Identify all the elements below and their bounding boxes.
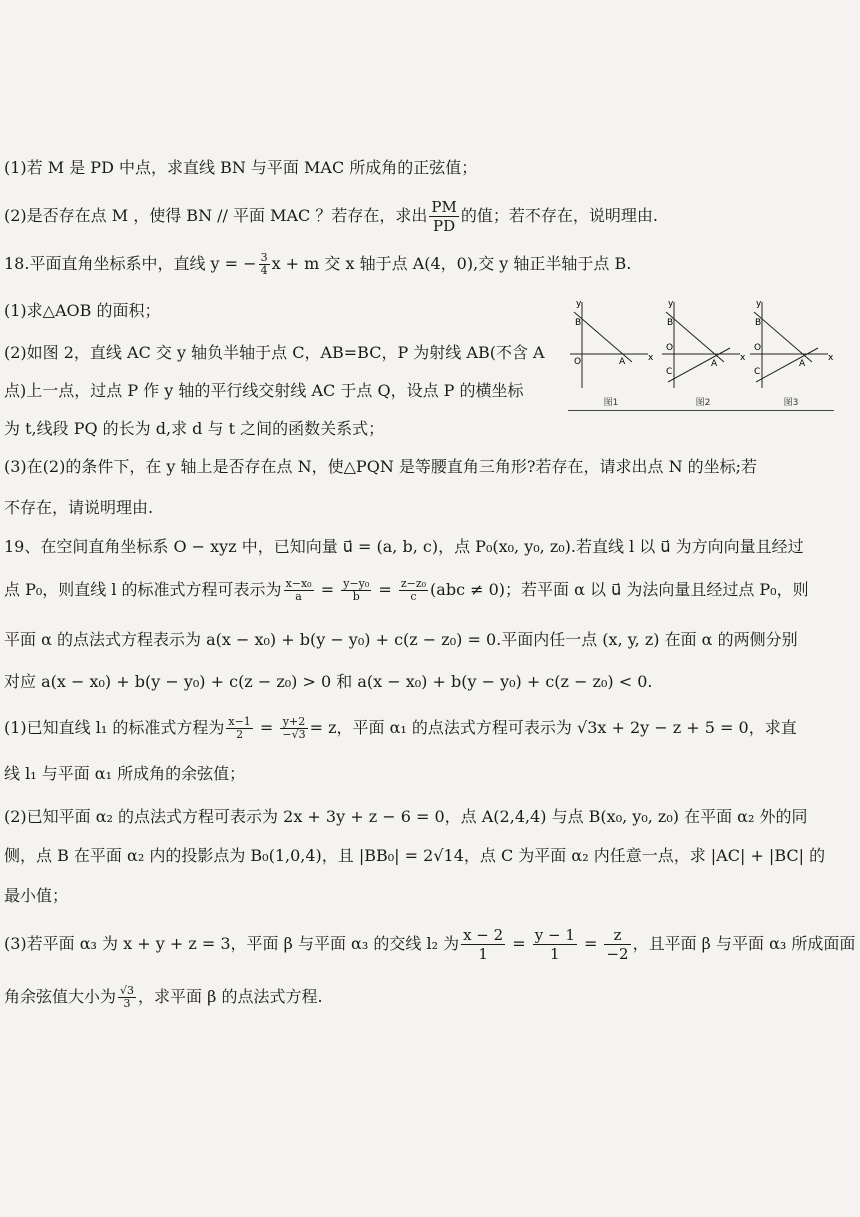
- q19-frac-y: [341, 578, 371, 603]
- fraction-denominator: a: [295, 590, 302, 603]
- q19-p3-frac-x: [461, 926, 505, 963]
- fraction-numerator: y+2: [280, 716, 307, 729]
- q18-part1: (1)求△AOB 的面积；: [4, 301, 161, 320]
- q19-part2-line1: (2)已知平面 α₂ 的点法式方程可表示为 2x + 3y + z − 6 = 0，点 A(2,4,4) 与点 B(x₀, y₀, z₀) 在平面 α₂ 外的同: [4, 807, 808, 826]
- q19-line3: 平面 α 的点法式方程表示为 a(x − x₀) + b(y − y₀) + c(z − z₀) = 0.平面内任一点 (x, y, z) 在面 α 的两侧分别: [4, 630, 798, 649]
- q19-part3-line2-post: ，求平面 β 的点法式方程.: [138, 987, 323, 1006]
- point-o-label: O: [574, 357, 582, 367]
- point-b-label: B: [667, 318, 674, 328]
- axis-x-label: x: [648, 353, 654, 363]
- q18-part3-line1: (3)在(2)的条件下，在 y 轴上是否存在点 N，使△PQN 是等腰直角三角形?若存在，请求出点 N 的坐标;若: [4, 457, 758, 476]
- q19-line2-pre: 点 P₀，则直线 l 的标准式方程可表示为: [4, 580, 282, 599]
- q19-part2-line2: 侧，点 B 在平面 α₂ 内的投影点为 B₀(1,0,4)，且 |BB₀| = 2√14，点 C 为平面 α₂ 内任意一点，求 |AC| + |BC| 的: [4, 846, 826, 865]
- q19-part3: (3)若平面 α₃ 为 x + y + z = 3，平面 β 与平面 α₃ 的交线 l₂ 为 $\frac{x - 2}{1}$ = $\frac{y - 1}{1}$ = $\frac{z}{-2}$ ，且平面 β 与平面 α₃ 所成面面: [4, 926, 856, 963]
- fraction-denominator: 2: [236, 728, 244, 741]
- q19-part2-line3: 最小值；: [4, 886, 69, 905]
- axis-y-label: y: [668, 299, 674, 309]
- q19-line4: 对应 a(x − x₀) + b(y − y₀) + c(z − z₀) > 0 和 a(x − x₀) + b(y − y₀) + c(z − z₀) < 0.: [4, 672, 653, 691]
- figure-2: [660, 298, 746, 406]
- figure-2-caption: 图2: [695, 398, 711, 408]
- q18-stem-post: x + m 交 x 轴于点 A(4，0),交 y 轴正半轴于点 B.: [271, 254, 632, 273]
- q19-part1: (1)已知直线 l₁ 的标准式方程为 $\frac{x-1}{2}$ = $\frac{y+2}{-√3}$ = z，平面 α₁ 的点法式方程可表示为 √3x + 2y − z + 5 = 0，求直: [4, 715, 797, 741]
- fraction-denominator: b: [352, 590, 360, 603]
- q19-line1: 19、在空间直角坐标系 O − xyz 中，已知向量 u⃗ = (a, b, c)，点 P₀(x₀, y₀, z₀).若直线 l 以 u⃗ 为方向向量且经过: [4, 537, 804, 556]
- figure-3-graph: [748, 298, 834, 394]
- fraction-denominator: PD: [433, 217, 456, 235]
- fraction-denominator: −2: [606, 945, 629, 963]
- point-c-label: C: [754, 367, 761, 377]
- q19-frac-x: [284, 578, 314, 603]
- fraction-numerator: x − 2: [463, 926, 504, 944]
- figure-1-caption: 图1: [603, 398, 619, 408]
- fraction-numerator: y − 1: [534, 926, 575, 944]
- fraction-denominator: 3: [123, 997, 131, 1010]
- fraction-numerator: 3: [260, 251, 268, 264]
- point-a-label: A: [711, 359, 718, 369]
- figure-2-graph: [660, 298, 746, 394]
- figure-1-graph: [568, 298, 654, 394]
- q19-part3-pre: (3)若平面 α₃ 为 x + y + z = 3，平面 β 与平面 α₃ 的交线 l₂ 为: [4, 934, 460, 953]
- q19-frac-z: [399, 578, 428, 603]
- fraction-denominator: 1: [550, 945, 560, 963]
- fraction-denominator: c: [410, 590, 417, 603]
- fraction-numerator: x−1: [228, 715, 251, 728]
- q19-p1-frac-y: [280, 716, 307, 741]
- fraction-denominator: 4: [260, 264, 268, 277]
- figure-3: [748, 298, 834, 406]
- q18-part2-line2: 点)上一点，过点 P 作 y 轴的平行线交射线 AC 于点 Q，设点 P 的横坐标: [4, 381, 524, 400]
- q19-part1-pre: (1)已知直线 l₁ 的标准式方程为: [4, 718, 225, 737]
- figure-3-caption: 图3: [783, 398, 799, 408]
- point-a-label: A: [619, 357, 626, 367]
- axis-y-label: y: [756, 299, 762, 309]
- q17-part1: (1)若 M 是 PD 中点，求直线 BN 与平面 MAC 所成角的正弦值；: [4, 158, 478, 177]
- point-b-label: B: [755, 318, 762, 328]
- q19-p3-cos-frac: [118, 985, 136, 1010]
- q19-p3-frac-z: [604, 926, 630, 963]
- q19-part1-line2: 线 l₁ 与平面 α₁ 所成角的余弦值；: [4, 764, 246, 783]
- fraction-numerator: √3: [120, 984, 135, 997]
- q18-part2-line1: (2)如图 2，直线 AC 交 y 轴负半轴于点 C，AB=BC，P 为射线 AB(不含 A: [4, 343, 545, 362]
- q19-part3-post: ，且平面 β 与平面 α₃ 所成面面: [632, 934, 856, 953]
- q19-part3-line2: [4, 985, 836, 1010]
- q19-p3-frac-y: [533, 926, 577, 963]
- figure-1: [568, 298, 654, 406]
- axis-x-label: x: [740, 353, 746, 363]
- fraction-numerator: y−y₀: [343, 577, 370, 590]
- q18-part2-line3: 为 t,线段 PQ 的长为 d,求 d 与 t 之间的函数关系式；: [4, 419, 385, 438]
- fraction-numerator: z: [604, 926, 630, 945]
- fraction-denominator: 1: [478, 945, 488, 963]
- point-o-label: O: [754, 343, 762, 353]
- point-b-label: B: [575, 318, 582, 328]
- point-c-label: C: [666, 367, 673, 377]
- q18-fraction: [259, 252, 270, 277]
- q19-p1-frac-x: [226, 716, 252, 741]
- q18-part3-line2: 不存在，请说明理由.: [4, 498, 154, 517]
- q18-stem-pre: 18.平面直角坐标系中，直线 y = −: [4, 254, 257, 273]
- q17-part2-pre: (2)是否存在点 M ，使得 BN // 平面 MAC ？若存在，求出: [4, 206, 428, 225]
- fraction-numerator: z−z₀: [400, 577, 427, 590]
- q19-part3-line2-pre: 角余弦值大小为: [4, 987, 117, 1006]
- q18-stem: [4, 252, 836, 277]
- q17-fraction: [429, 198, 458, 235]
- fraction-numerator: x−x₀: [285, 577, 312, 590]
- q19-line2: 点 P₀，则直线 l 的标准式方程可表示为 $\frac{\text{x−x₀}}{a}$ = $\frac{\text{y−y₀}}{b}$ = $\frac{\text{z−z₀}}{c}$ (abc ≠ 0)；若平面 α 以 u⃗ 为法向量且经过点 P₀，则: [4, 577, 809, 603]
- q19-line2-post: (abc ≠ 0)；若平面 α 以 u⃗ 为法向量且经过点 P₀，则: [430, 580, 809, 599]
- q17-part2: [4, 198, 836, 235]
- axis-x-label: x: [828, 353, 834, 363]
- fraction-denominator: −√3: [282, 728, 306, 741]
- fraction-numerator: PM: [431, 198, 457, 216]
- axis-y-label: y: [576, 299, 582, 309]
- point-o-label: O: [666, 343, 674, 353]
- q17-part2-post: 的值；若不存在，说明理由.: [460, 206, 658, 225]
- point-a-label: A: [799, 359, 806, 369]
- q19-part1-post: = z，平面 α₁ 的点法式方程可表示为 √3x + 2y − z + 5 = 0，求直: [309, 718, 797, 737]
- q18-figures: [568, 298, 834, 411]
